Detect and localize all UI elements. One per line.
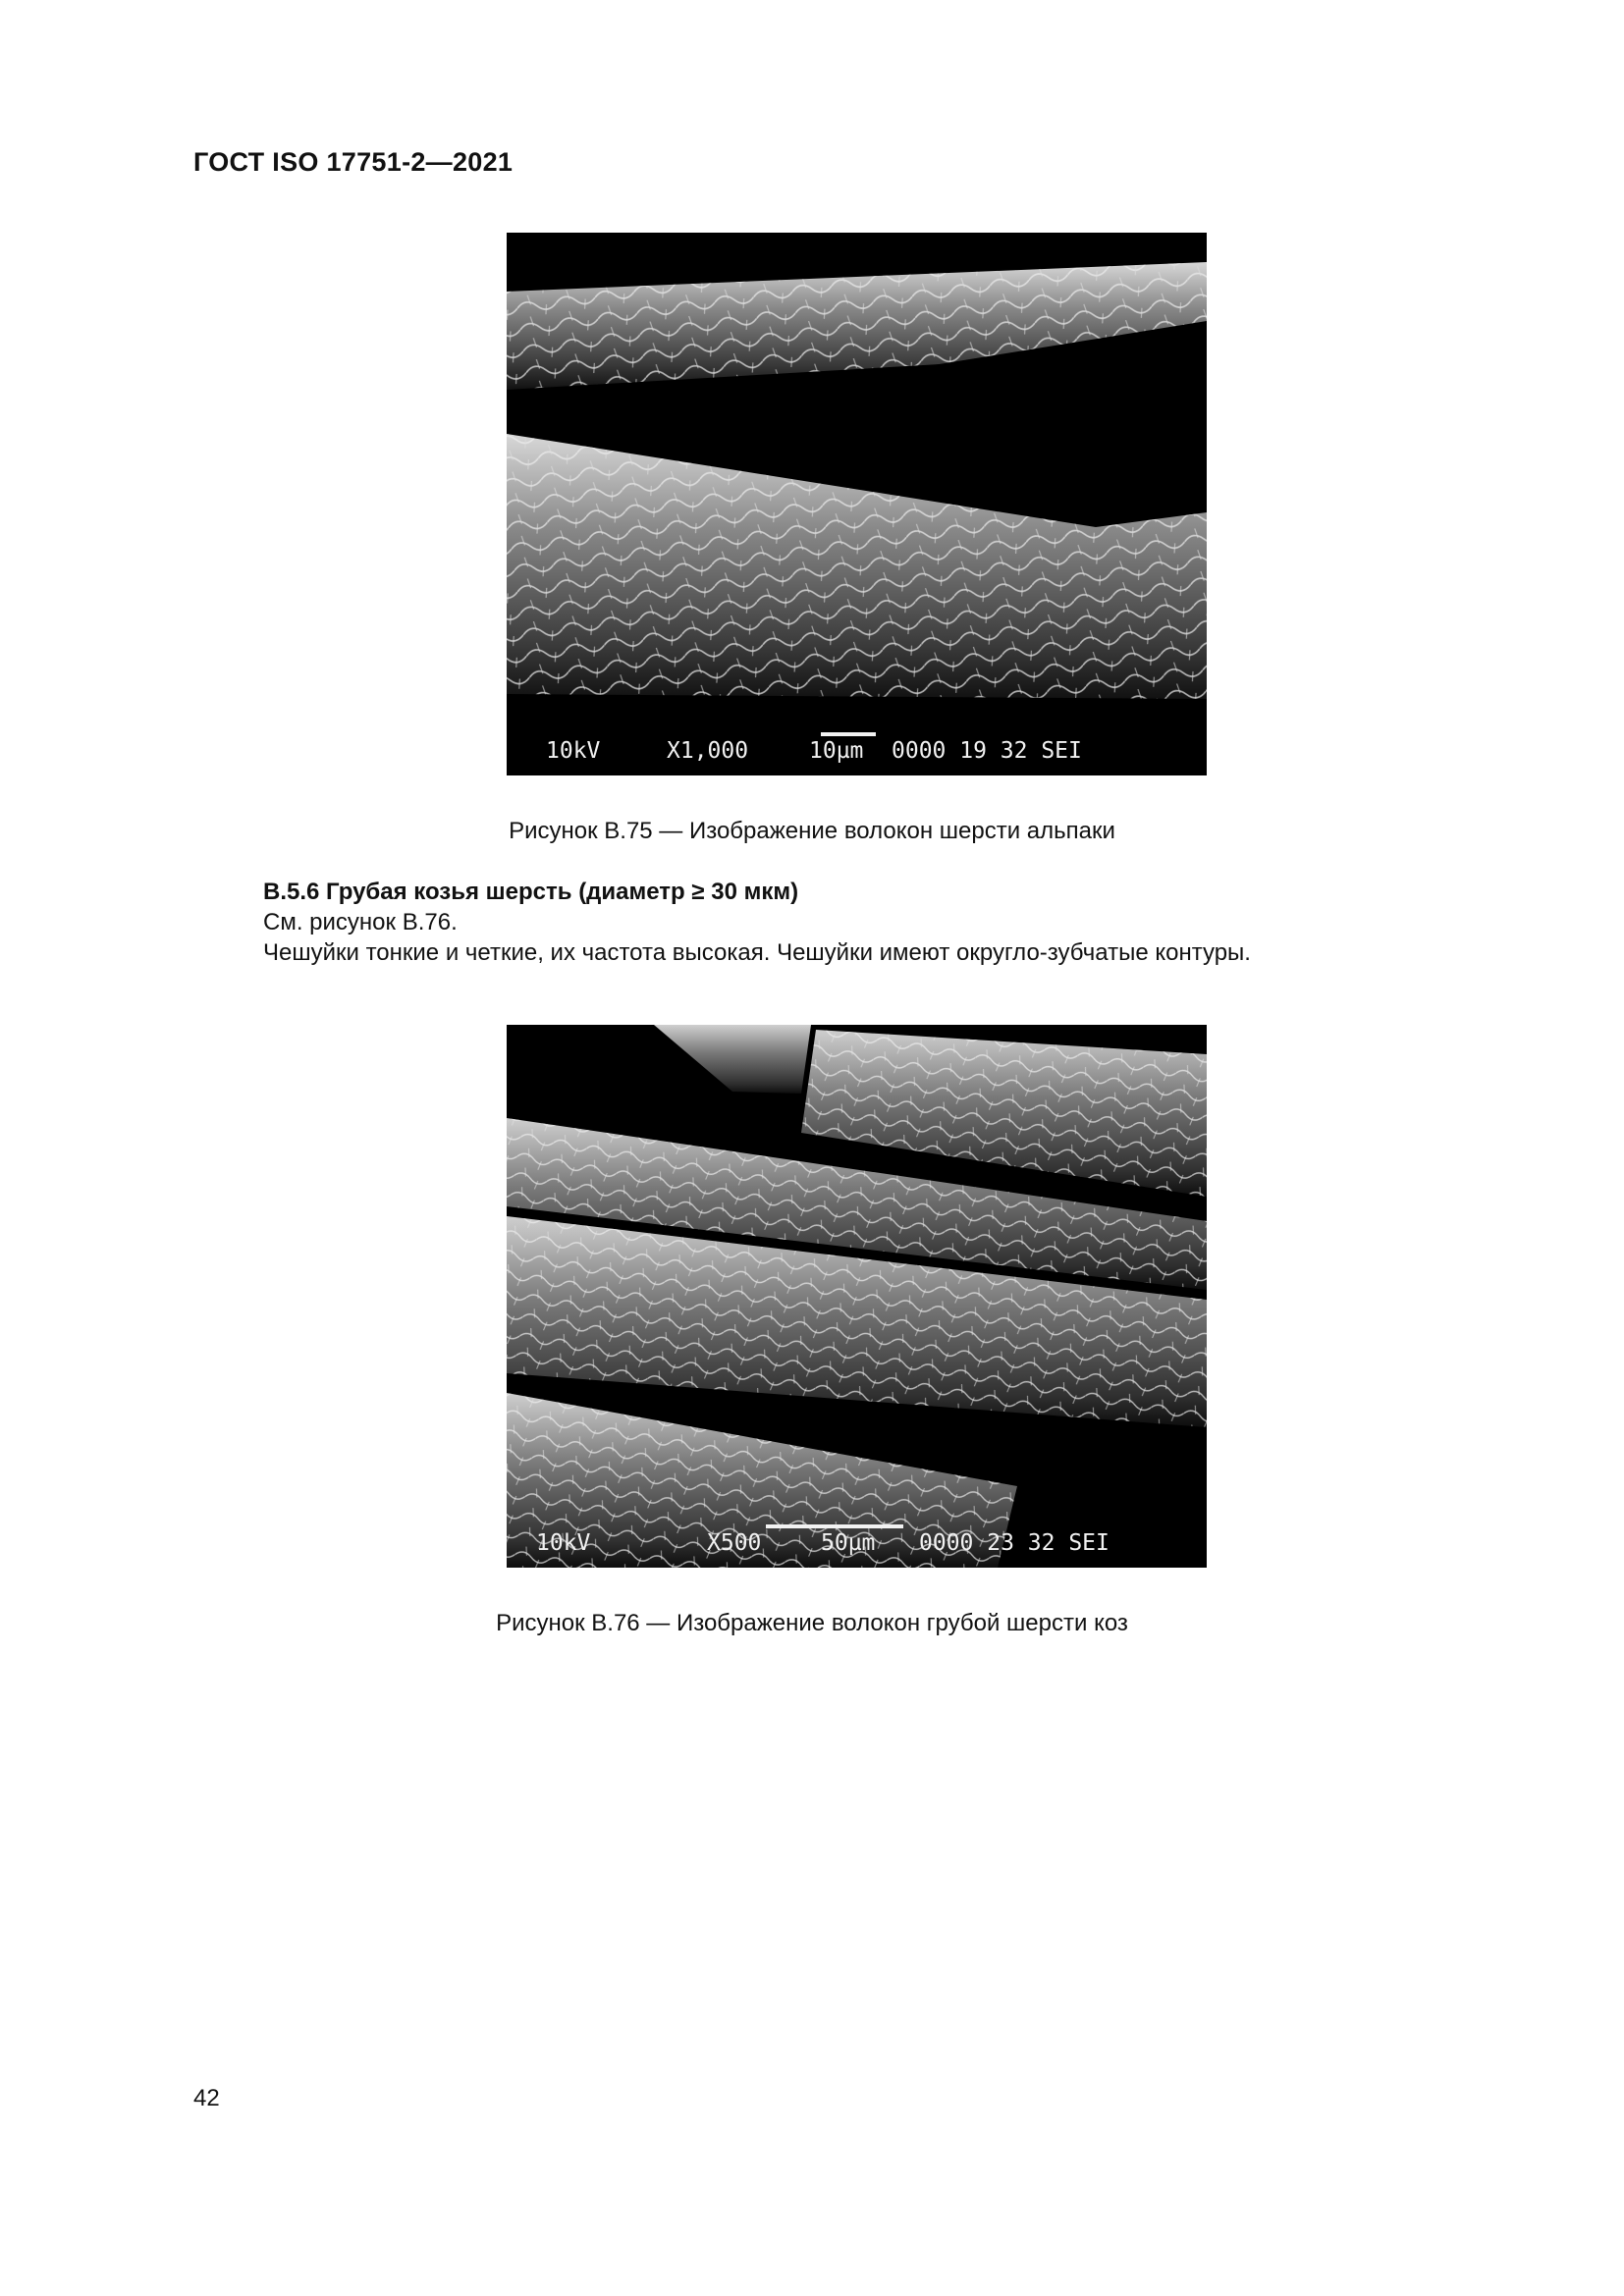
- figure-caption-b75: Рисунок B.75 — Изображение волокон шерсти альпаки: [509, 818, 1115, 844]
- sem-voltage: 10kV: [546, 738, 601, 764]
- figure-reference: См. рисунок B.76.: [263, 909, 458, 935]
- sem-voltage: 10kV: [536, 1530, 591, 1556]
- sem-scale-bar: [766, 1524, 903, 1528]
- sem-info-bar: [507, 726, 1207, 775]
- sem-image-goat-fibers: [507, 1025, 1207, 1568]
- sem-scale-label: 10µm: [809, 738, 864, 764]
- goat-fibers-illustration: [507, 1025, 1207, 1568]
- sem-image-id: 0000 19 32 SEI: [892, 738, 1082, 764]
- figure-caption-b76: Рисунок B.76 — Изображение волокон грубой шерсти коз: [496, 1610, 1128, 1636]
- section-description: Чешуйки тонкие и четкие, их частота высокая. Чешуйки имеют округло-зубчатые контуры.: [263, 939, 1251, 966]
- sem-magnification: X500: [707, 1530, 762, 1556]
- section-title: B.5.6 Грубая козья шерсть (диаметр ≥ 30 мкм): [263, 879, 799, 905]
- sem-info-bar: [507, 1519, 1207, 1568]
- sem-image-id: 0000 23 32 SEI: [919, 1530, 1110, 1556]
- alpaca-fibers-illustration: [507, 233, 1207, 775]
- sem-image-alpaca-fibers: [507, 233, 1207, 775]
- sem-scale-bar: [821, 732, 876, 736]
- document-header: ГОСТ ISO 17751-2—2021: [193, 147, 514, 177]
- sem-scale-label: 50µm: [821, 1530, 876, 1556]
- page-number: 42: [193, 2085, 220, 2111]
- sem-magnification: X1,000: [667, 738, 749, 764]
